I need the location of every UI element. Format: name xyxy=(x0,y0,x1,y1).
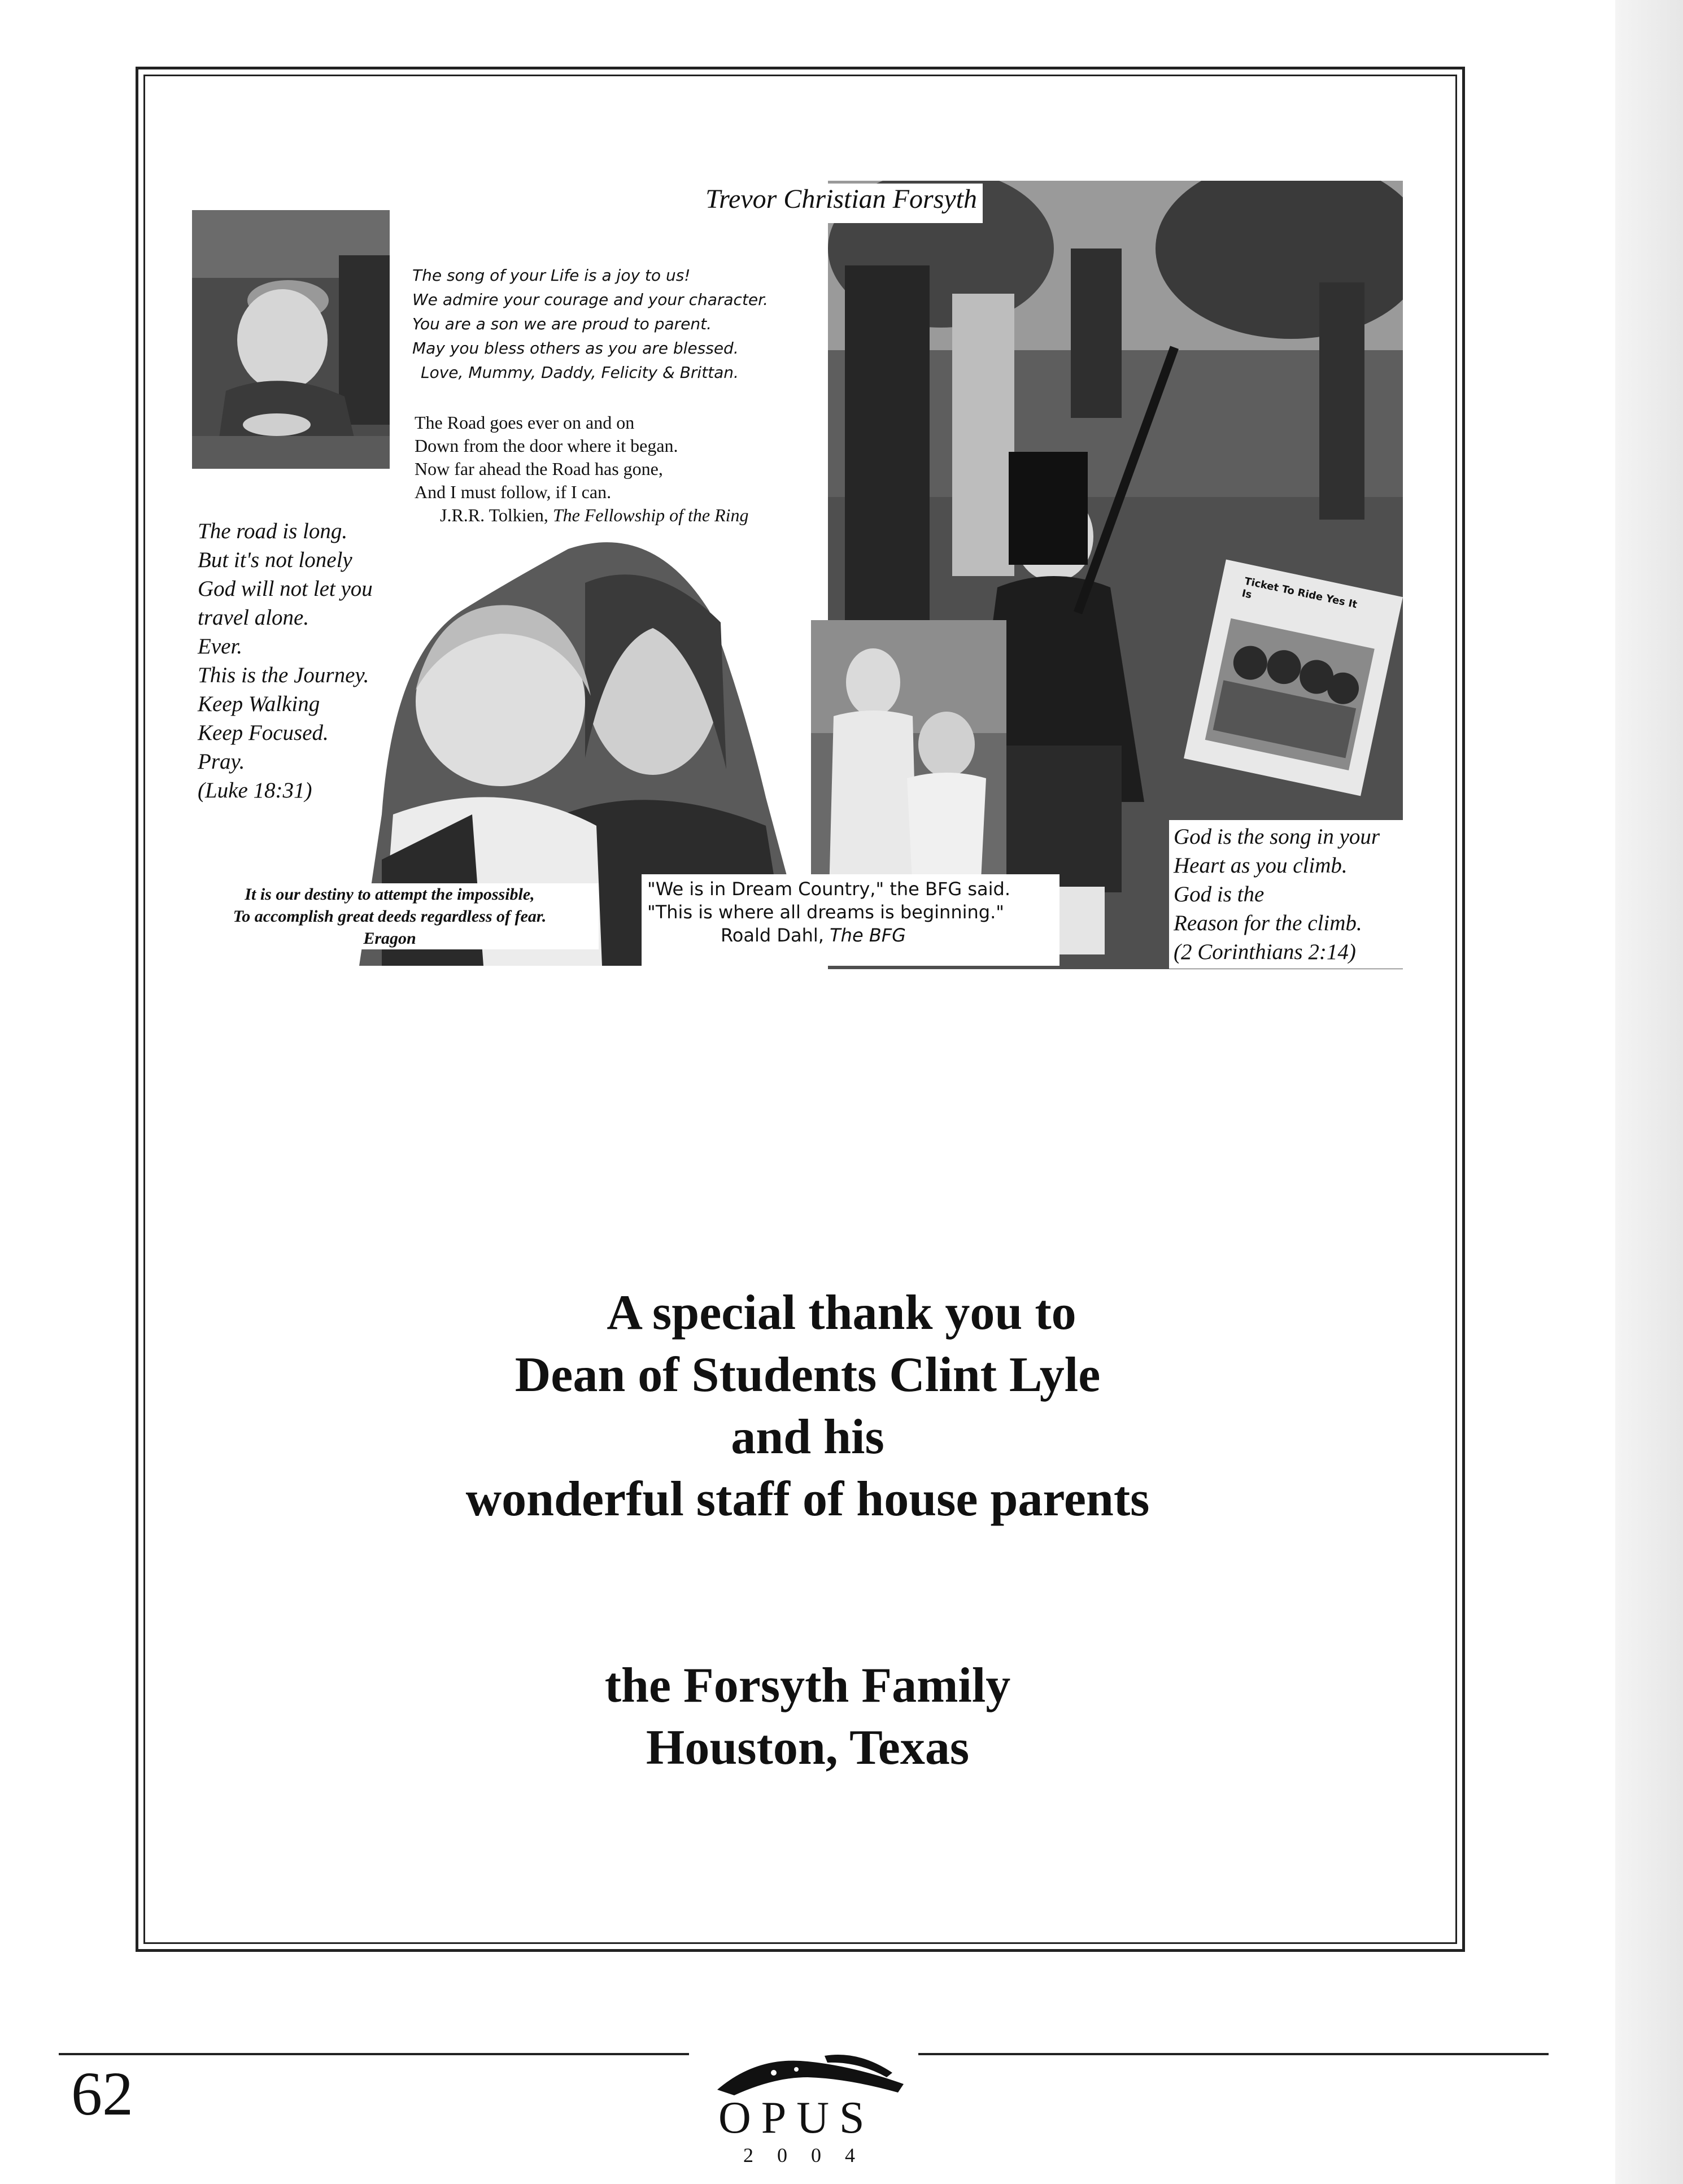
signature xyxy=(429,1655,1186,1779)
poem-journey-line: God will not let you xyxy=(198,577,373,601)
footer-rule-right xyxy=(918,2053,1549,2055)
poem-journey-line: Pray. xyxy=(198,749,245,774)
song-line: Reason for the climb. xyxy=(1174,911,1362,935)
song-line: God is the song in your xyxy=(1174,825,1380,849)
thanks-line: and his xyxy=(731,1410,884,1464)
bfg-citation xyxy=(647,924,1054,947)
bfg-author: Roald Dahl, xyxy=(721,925,830,946)
song-line: God is the xyxy=(1174,882,1265,906)
opus-logo-word: OPUS xyxy=(718,2093,875,2143)
photo-child-crown xyxy=(192,210,390,469)
poem-road-author: J.R.R. Tolkien, xyxy=(440,505,553,525)
poem-joy-line: We admire your courage and your character. xyxy=(412,290,768,309)
ticket-label: Ticket To Ride Yes It Is xyxy=(1240,575,1358,611)
thanks-line: Dean of Students Clint Lyle xyxy=(515,1348,1101,1402)
thanks-message xyxy=(316,1282,1299,1531)
poem-journey-line: Keep Focused. xyxy=(198,721,329,745)
poem-joy-line: You are a son we are proud to parent. xyxy=(412,315,712,333)
eragon-source: Eragon xyxy=(363,929,416,948)
poem-journey-line: But it's not lonely xyxy=(198,548,352,572)
poem-journey-line: Ever. xyxy=(198,634,243,659)
poem-road-citation xyxy=(415,504,810,527)
footer-rule-left xyxy=(59,2053,689,2055)
bfg-line: "We is in Dream Country," the BFG said. xyxy=(647,878,1011,900)
opus-logo-year: 2004 xyxy=(743,2144,879,2166)
poem-journey-line: This is the Journey. xyxy=(198,661,369,690)
bfg-quote xyxy=(642,874,1059,966)
song-line: (2 Corinthians 2:14) xyxy=(1174,940,1356,964)
poem-road xyxy=(415,411,810,527)
opus-logo xyxy=(706,2050,921,2174)
poem-journey xyxy=(198,517,395,805)
bfg-line: "This is where all dreams is beginning." xyxy=(647,901,1004,923)
signature-family: the Forsyth Family xyxy=(604,1658,1011,1713)
thanks-line: A special thank you to xyxy=(607,1285,1076,1340)
thanks-line: wonderful staff of house parents xyxy=(465,1472,1150,1527)
poem-road-line: The Road goes ever on and on xyxy=(415,412,635,433)
poem-joy-line: The song of your Life is a joy to us! xyxy=(412,266,691,285)
bfg-book-title: The BFG xyxy=(830,925,906,946)
poem-joy-line: May you bless others as you are blessed. xyxy=(412,339,739,358)
poem-journey-line: (Luke 18:31) xyxy=(198,778,312,803)
song-line: Heart as you climb. xyxy=(1174,853,1348,878)
poem-road-line: And I must follow, if I can. xyxy=(415,482,612,502)
poem-joy xyxy=(412,263,808,385)
poem-journey-line: The road is long. xyxy=(198,519,348,543)
eragon-line: It is our destiny to attempt the impossible, xyxy=(245,885,535,904)
page-edge-shadow xyxy=(1615,0,1683,2184)
poem-journey-line: travel alone. xyxy=(198,605,309,630)
eragon-line: To accomplish great deeds regardless of fear. xyxy=(233,907,547,926)
poem-road-line: Down from the door where it began. xyxy=(415,435,678,456)
names-title: Trevor Christian Forsyth xyxy=(593,184,983,223)
signature-location: Houston, Texas xyxy=(646,1720,970,1775)
poem-journey-line: Keep Walking xyxy=(198,692,320,716)
poem-joy-line: Love, Mummy, Daddy, Felicity & Brittan. xyxy=(421,363,739,382)
poem-road-line: Now far ahead the Road has gone, xyxy=(415,459,663,479)
page-number: 62 xyxy=(71,2059,133,2128)
song-quote xyxy=(1169,820,1406,969)
eragon-quote xyxy=(181,883,599,949)
poem-road-book-title: The Fellowship of the Ring xyxy=(552,505,749,525)
